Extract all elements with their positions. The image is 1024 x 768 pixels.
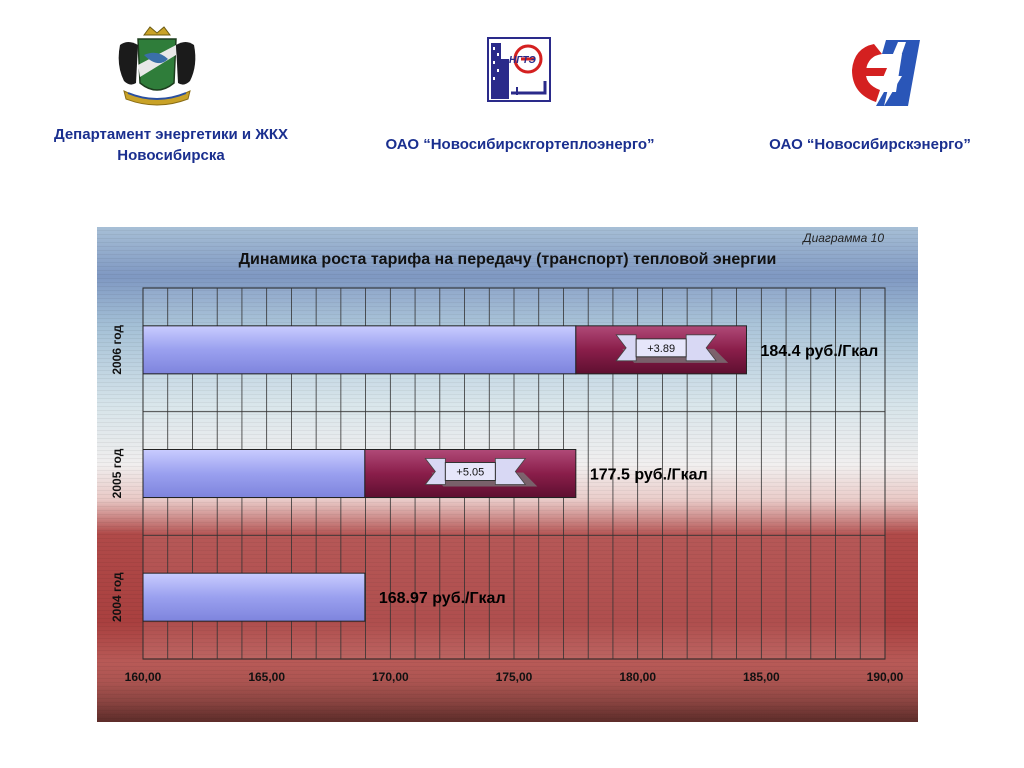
ngte-company-name: ОАО “Новосибирскгортеплоэнерго” (385, 136, 655, 153)
category-label: 2005 год (110, 448, 124, 499)
category-label: 2006 год (110, 324, 124, 375)
department-name-line1: Департамент энергетики и ЖКХ (53, 126, 289, 143)
novosibirsk-coat-of-arms-icon (114, 25, 200, 109)
x-tick-label: 160,00 (124, 670, 162, 684)
x-tick-label: 180,00 (619, 670, 657, 684)
bar-value-label: 168.97 руб./Гкал (378, 590, 506, 608)
ngte-logo-text: НГТЭ (509, 55, 536, 66)
bar-value-label: 177.5 руб./Гкал (589, 466, 708, 484)
department-name-line2: Новосибирска (117, 147, 225, 164)
department-name (20, 124, 322, 166)
x-tick-label: 185,00 (742, 670, 780, 684)
bar-value-label: 184.4 руб./Гкал (760, 342, 879, 360)
increase-badge-label: +5.05 (456, 466, 485, 479)
chart-panel (97, 227, 918, 722)
ngte-logo-icon (487, 37, 551, 102)
tariff-bar-chart (97, 227, 918, 722)
novosibirskenergo-name: ОАО “Новосибирскэнерго” (769, 136, 971, 153)
x-tick-label: 175,00 (495, 670, 533, 684)
x-tick-label: 190,00 (866, 670, 904, 684)
chart-title: Динамика роста тарифа на передачу (транспорт) тепловой энергии (238, 251, 777, 268)
bar-base (143, 326, 576, 374)
novosibirskenergo-logo-icon (846, 36, 924, 110)
x-tick-label: 165,00 (248, 670, 286, 684)
bar-base (143, 450, 365, 498)
increase-badge-label: +3.89 (647, 342, 676, 355)
bar-base (143, 573, 365, 621)
x-tick-label: 170,00 (371, 670, 409, 684)
diagram-number-label: Диаграмма 10 (803, 231, 884, 245)
category-label: 2004 год (110, 572, 124, 623)
